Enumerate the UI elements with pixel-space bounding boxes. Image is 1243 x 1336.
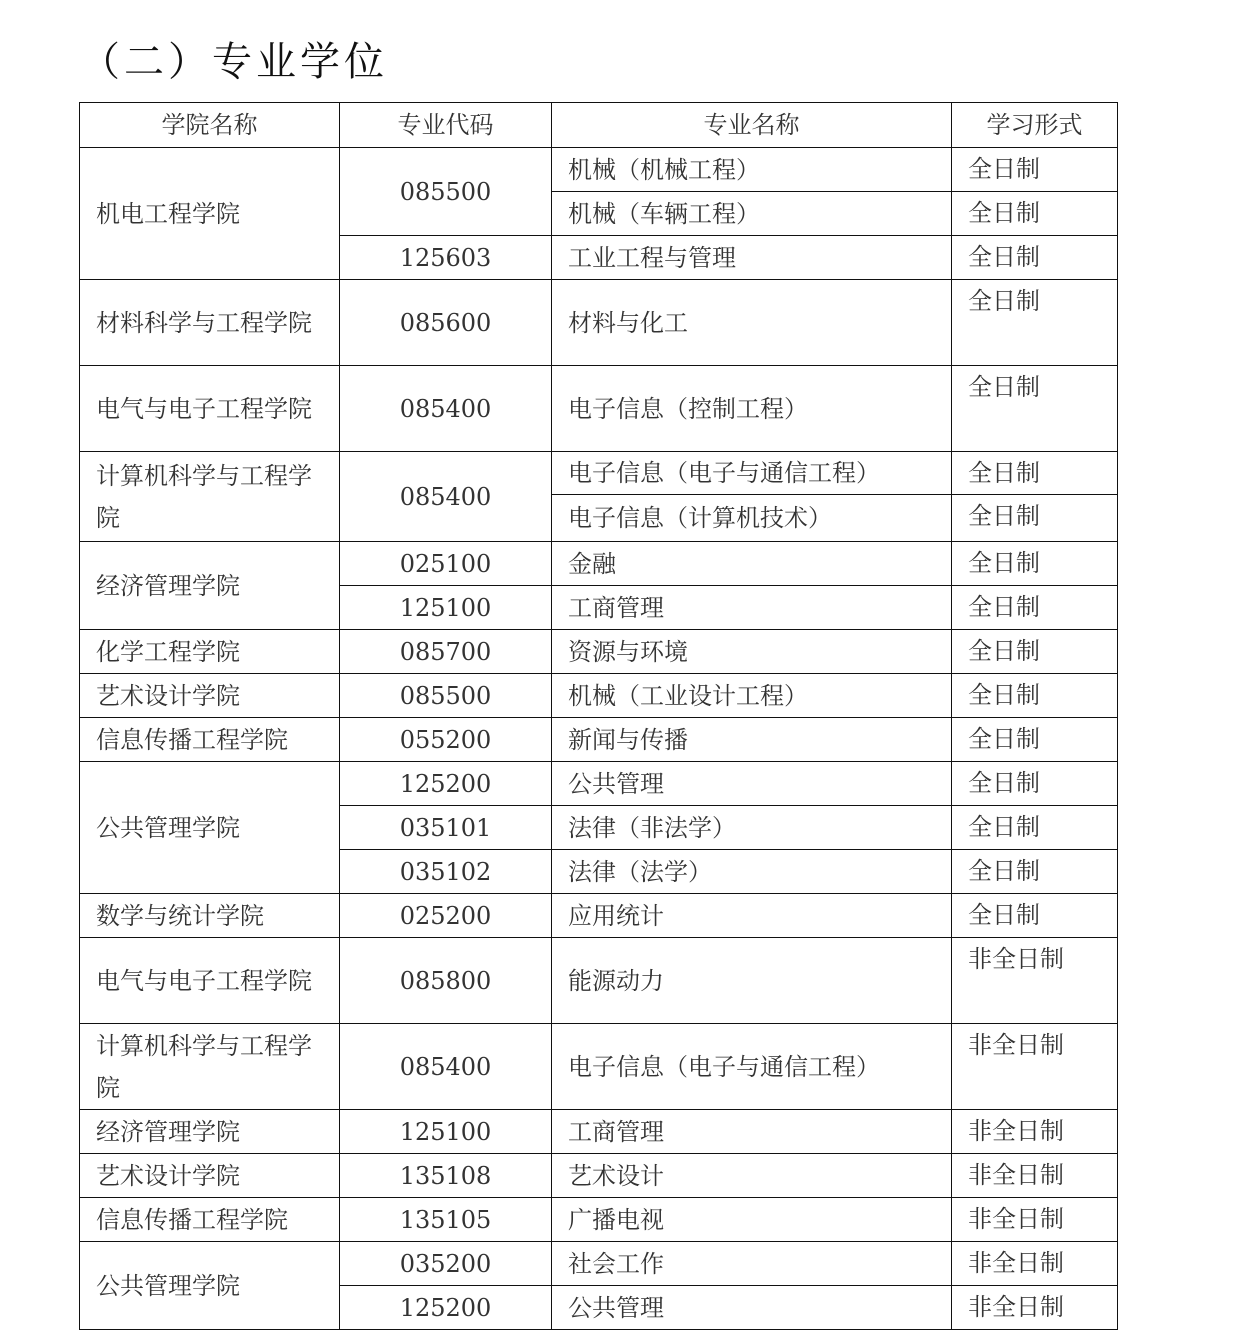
mode-cell: 全日制: [952, 674, 1118, 718]
code-cell: 085700: [340, 630, 552, 674]
mode-cell: 全日制: [952, 542, 1118, 586]
college-cell: 艺术设计学院: [80, 674, 340, 718]
college-cell: 信息传播工程学院: [80, 1198, 340, 1242]
major-cell: 公共管理: [552, 1286, 952, 1330]
code-cell: 125100: [340, 586, 552, 630]
major-cell: 电子信息（电子与通信工程）: [552, 452, 952, 495]
mode-cell: 全日制: [952, 192, 1118, 236]
college-cell: 计算机科学与工程学院: [80, 452, 340, 542]
major-cell: 新闻与传播: [552, 718, 952, 762]
mode-cell: 非全日制: [952, 1110, 1118, 1154]
major-cell: 法律（非法学）: [552, 806, 952, 850]
degree-table: [79, 102, 1118, 1330]
mode-cell: 全日制: [952, 630, 1118, 674]
header-major: 专业名称: [552, 103, 952, 148]
major-cell: 电子信息（控制工程）: [552, 366, 952, 452]
code-cell: 125200: [340, 1286, 552, 1330]
table-row: [80, 938, 1118, 1024]
code-cell: 125603: [340, 236, 552, 280]
code-cell: 085800: [340, 938, 552, 1024]
major-cell: 工业工程与管理: [552, 236, 952, 280]
major-cell: 工商管理: [552, 1110, 952, 1154]
code-cell: 035102: [340, 850, 552, 894]
mode-cell: 全日制: [952, 850, 1118, 894]
college-cell: 公共管理学院: [80, 762, 340, 894]
header-row: [80, 103, 1118, 148]
code-cell: 085600: [340, 280, 552, 366]
major-cell: 材料与化工: [552, 280, 952, 366]
mode-cell: 全日制: [952, 495, 1118, 542]
major-cell: 法律（法学）: [552, 850, 952, 894]
code-cell: 135108: [340, 1154, 552, 1198]
table-row: [80, 148, 1118, 192]
table-row: [80, 674, 1118, 718]
mode-cell: 非全日制: [952, 1198, 1118, 1242]
college-cell: 机电工程学院: [80, 148, 340, 280]
table-row: [80, 1198, 1118, 1242]
mode-cell: 全日制: [952, 762, 1118, 806]
mode-cell: 非全日制: [952, 1286, 1118, 1330]
code-cell: 085500: [340, 148, 552, 236]
mode-cell: 全日制: [952, 718, 1118, 762]
table-row: [80, 762, 1118, 806]
mode-cell: 全日制: [952, 894, 1118, 938]
mode-cell: 全日制: [952, 280, 1118, 366]
mode-cell: 全日制: [952, 148, 1118, 192]
code-cell: 125100: [340, 1110, 552, 1154]
major-cell: 电子信息（计算机技术）: [552, 495, 952, 542]
major-cell: 应用统计: [552, 894, 952, 938]
college-cell: 计算机科学与工程学院: [80, 1024, 340, 1110]
college-cell: 化学工程学院: [80, 630, 340, 674]
major-cell: 工商管理: [552, 586, 952, 630]
code-cell: 085500: [340, 674, 552, 718]
major-cell: 机械（工业设计工程）: [552, 674, 952, 718]
mode-cell: 全日制: [952, 366, 1118, 452]
code-cell: 125200: [340, 762, 552, 806]
major-cell: 机械（车辆工程）: [552, 192, 952, 236]
table-row: [80, 280, 1118, 366]
major-cell: 广播电视: [552, 1198, 952, 1242]
table-row: [80, 1242, 1118, 1286]
code-cell: 085400: [340, 1024, 552, 1110]
code-cell: 025200: [340, 894, 552, 938]
table-row: [80, 718, 1118, 762]
table-row: [80, 1154, 1118, 1198]
college-cell: 电气与电子工程学院: [80, 938, 340, 1024]
section-title: （二）专业学位: [80, 39, 388, 85]
mode-cell: 全日制: [952, 806, 1118, 850]
code-cell: 025100: [340, 542, 552, 586]
college-cell: 艺术设计学院: [80, 1154, 340, 1198]
mode-cell: 非全日制: [952, 1154, 1118, 1198]
mode-cell: 非全日制: [952, 1242, 1118, 1286]
major-cell: 能源动力: [552, 938, 952, 1024]
mode-cell: 全日制: [952, 586, 1118, 630]
major-cell: 金融: [552, 542, 952, 586]
code-cell: 055200: [340, 718, 552, 762]
table-row: [80, 1024, 1118, 1110]
header-mode: 学习形式: [952, 103, 1118, 148]
major-cell: 艺术设计: [552, 1154, 952, 1198]
major-cell: 电子信息（电子与通信工程）: [552, 1024, 952, 1110]
mode-cell: 全日制: [952, 452, 1118, 495]
code-cell: 085400: [340, 452, 552, 542]
code-cell: 135105: [340, 1198, 552, 1242]
table-row: [80, 542, 1118, 586]
table-row: [80, 366, 1118, 452]
major-cell: 公共管理: [552, 762, 952, 806]
table-row: [80, 1110, 1118, 1154]
table-row: [80, 630, 1118, 674]
major-cell: 机械（机械工程）: [552, 148, 952, 192]
major-cell: 社会工作: [552, 1242, 952, 1286]
table-row: [80, 452, 1118, 495]
college-cell: 电气与电子工程学院: [80, 366, 340, 452]
college-cell: 经济管理学院: [80, 542, 340, 630]
college-cell: 经济管理学院: [80, 1110, 340, 1154]
table-row: [80, 894, 1118, 938]
college-cell: 信息传播工程学院: [80, 718, 340, 762]
code-cell: 035101: [340, 806, 552, 850]
code-cell: 085400: [340, 366, 552, 452]
header-code: 专业代码: [340, 103, 552, 148]
mode-cell: 非全日制: [952, 938, 1118, 1024]
header-college: 学院名称: [80, 103, 340, 148]
college-cell: 材料科学与工程学院: [80, 280, 340, 366]
college-cell: 数学与统计学院: [80, 894, 340, 938]
mode-cell: 全日制: [952, 236, 1118, 280]
major-cell: 资源与环境: [552, 630, 952, 674]
college-cell: 公共管理学院: [80, 1242, 340, 1330]
mode-cell: 非全日制: [952, 1024, 1118, 1110]
code-cell: 035200: [340, 1242, 552, 1286]
